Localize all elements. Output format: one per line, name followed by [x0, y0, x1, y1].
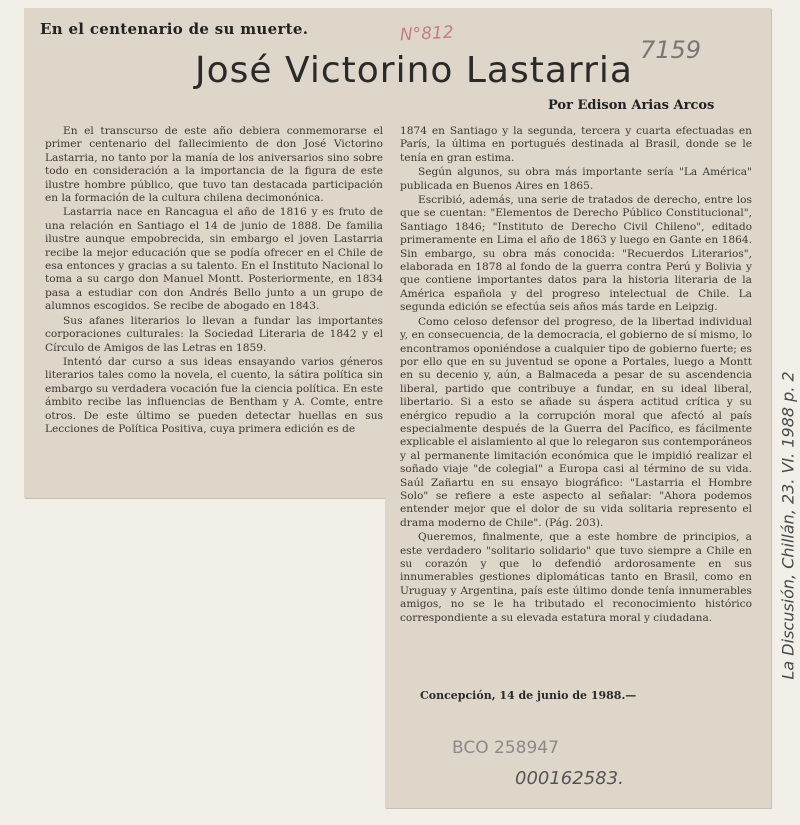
- handwritten-archive-id: 000162583.: [515, 768, 624, 789]
- paragraph: En el transcurso de este año debiera conmemorarse el primer centenario del fallecimiento de don José Victorino Lastarria, no tanto por la manía de los aniversarios sino sobre todo en consideración a la importancia de la figura de este ilustre hombre público, que tuvo tan destacada participación en la formación de la cultura chilena decimonónica.: [45, 125, 383, 205]
- text-column-left: [45, 125, 383, 485]
- paragraph: 1874 en Santiago y la segunda, tercera y cuarta efectuadas en París, la última en portugués destinada al Brasil, donde se le tenía en gran estima.: [400, 125, 752, 164]
- handwritten-source-note: La Discusión, Chillán, 23. VI. 1988 p. 2: [778, 371, 798, 680]
- paragraph: Intentó dar curso a sus ideas ensayando varios géneros literarios tales como la novela, el cuento, la sátira política sin embargo su verdadera vocación fue la ciencia política. En este ámbito recibe las influencias de Bentham y A. Comte, entre otros. De este último se pueden detectar huellas en sus Lecciones de Política Positiva, cuya primera edición es de: [45, 355, 383, 435]
- article-byline: Por Edison Arias Arcos: [548, 98, 715, 113]
- paragraph: Sus afanes literarios lo llevan a fundar las importantes corporaciones culturales: la Sociedad Literaria de 1842 y el Círculo de Amigos de las Letras en 1859.: [45, 314, 383, 354]
- paragraph: Queremos, finalmente, que a este hombre de principios, a este verdadero "solitario solidario" que tuvo siempre a Chile en su corazón y que lo defendió ardorosamente en sus innumerables gestiones diplomáticas tanto en Brasil, como en Uruguay y Argentina, país este último donde tenía innumerables amigos, no se le ha tributado el reconocimiento histórico correspondiente a su elevada estatura moral y ciudadana.: [400, 531, 752, 624]
- paragraph: Según algunos, su obra más importante sería "La América" publicada en Buenos Aires en 1865.: [400, 166, 752, 192]
- article-title: José Victorino Lastarria: [195, 50, 633, 91]
- paragraph: Como celoso defensor del progreso, de la libertad individual y, en consecuencia, de la democracia, el gobierno de sí mismo, lo encontramos oponiéndose a cualquier tipo de gobierno fuerte; es por ello que en su juventud se opone a Portales, luego a Montt en su decenio y, aún, a Balmaceda a pesar de su ascendencia liberal, partido que contribuye a fundar, en su ideal liberal, libertario. Si a esto se añade su áspera actitud crítica y su enérgico repudio a la corrupción moral que afectó al país especialmente después de la Guerra del Pacífico, es fácilmente explicable el aislamiento al que lo relegaron sus contemporáneos y al permanente limitación económica que le impidió realizar el soñado viaje "de colegial" a Europa casi al término de su vida. Saúl Zañartu en su ensayo biográfico: "Lastarria el Hombre Solo" se refiere a este aspecto al señalar: "Ahora podemos entender mejor que el dolor de su vida solitaria represento el drama moderno de Chile". (Pág. 203).: [400, 315, 752, 529]
- stamp-catalog-number: BCO 258947: [452, 738, 559, 758]
- handwritten-reference-top: N°812: [399, 22, 455, 46]
- article-signoff: Concepción, 14 de junio de 1988.—: [420, 689, 637, 702]
- paragraph: Lastarria nace en Rancagua el año de 1816 y es fruto de una relación en Santiago el 14 de junio de 1888. De familia ilustre aunque empobrecida, sin embargo el joven Lastarria recibe la mejor educación que se podía ofrecer en el Chile de esa entonces y gracias a su talento. En el Instituto Nacional lo toma a su cargo don Manuel Montt. Posteriormente, en 1834 pasa a estudiar con don Andrés Bello junto a un grupo de alumnos escogidos. Se recibe de abogado en 1843.: [45, 206, 383, 313]
- article-kicker: En el centenario de su muerte.: [40, 20, 309, 38]
- handwritten-number: 7159: [640, 36, 702, 64]
- text-column-right: [400, 125, 752, 710]
- paragraph: Escribió, además, una serie de tratados de derecho, entre los que se cuentan: "Elementos de Derecho Público Constitucional", Santiago 1846; "Instituto de Derecho Civil Chileno", editado primeramente en Lima el año de 1863 y luego en Gante en 1864. Sin embargo, su obra más conocida: "Recuerdos Literarios", elaborada en 1878 al fondo de la guerra contra Perú y Bolivia y que contiene importantes datos para la historia literaria de la América española y del progreso intelectual de Chile. La segunda edición se efectúa seis años más tarde en Leipzig.: [400, 194, 752, 314]
